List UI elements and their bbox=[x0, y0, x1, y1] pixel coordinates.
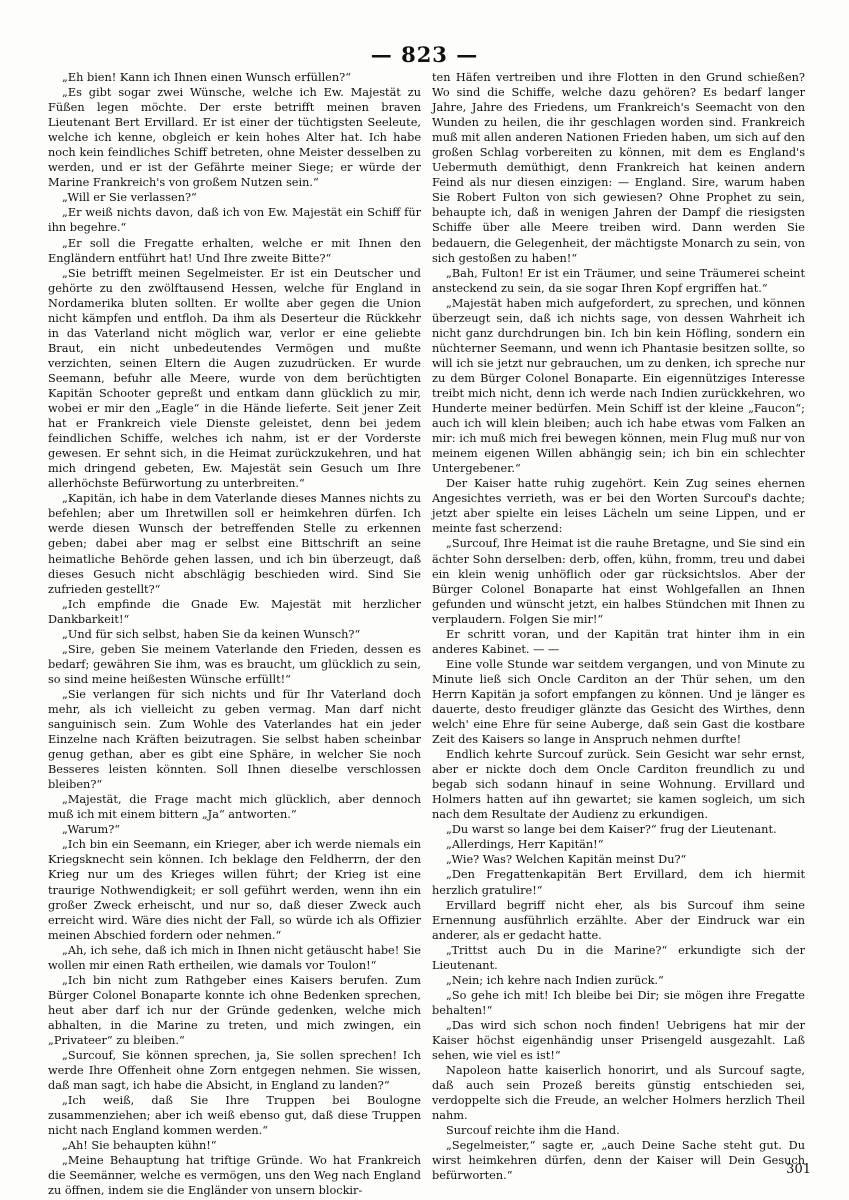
paragraph: „Und für sich selbst, haben Sie da keinen Wunsch?“ bbox=[62, 627, 361, 641]
paragraph-continued: ten Häfen vertreiben und ihre Flotten in den Grund schießen? Wo sind die Schiffe, welche dazu gehören? Es bedarf langer Jahre, Jahre des Friedens, um Frankreich's Seemacht von den Wunden zu heilen, die ihr geschlagen worden sind. Frankreich muß mit allen anderen Nationen Frieden haben, um sich auf den großen Schlag vorbereiten zu können, mit dem es England's Uebermuth demüthigt, denn Frankreich hat keinen andern Feind als nur diesen einzigen: — England. Sire, warum haben Sie Robert Fulton von sich gewiesen? Ohne Prophet zu sein, behaupte ich, daß in wenigen Jahren der Dampf die riesigsten Schiffe über alle Meere treiben wird. Dann werden Sie bedauern, die Gelegenheit, der mächtigste Monarch zu sein, von sich gestoßen zu haben!“ bbox=[432, 71, 805, 265]
paragraph: „So gehe ich mit! Ich bleibe bei Dir; sie mögen ihre Fregatte behalten!“ bbox=[432, 988, 805, 1017]
paragraph: „Kapitän, ich habe in dem Vaterlande dieses Mannes nichts zu befehlen; aber um Ihretwillen soll er heimkehren dürfen. Ich werde diesen Wunsch der betreffenden Stelle zu erkennen geben; dabei aber mag er selbst eine Bittschrift an seine heimatliche Behörde gehen lassen, und ich bin überzeugt, daß dieses Gesuch nicht abschlägig beschieden wird. Sind Sie zufrieden gestellt?“ bbox=[48, 492, 421, 596]
paragraph: „Meine Behauptung hat triftige Gründe. Wo hat Frankreich die Seemänner, welche es vermögen, uns den Weg nach England zu öffnen, indem sie die Engländer von unsern blockir- bbox=[48, 1154, 421, 1198]
paragraph: „Wie? Was? Welchen Kapitän meinst Du?“ bbox=[446, 853, 687, 867]
paragraph: Endlich kehrte Surcouf zurück. Sein Gesicht war sehr ernst, aber er nickte doch dem Oncle Carditon freundlich zu und begab sich sodann hinauf in seine Wohnung. Ervillard und Holmers hatten auf ihn gewartet; sie kamen sogleich, um sich nach dem Resultate der Audienz zu erkundigen. bbox=[432, 748, 805, 822]
paragraph: „Den Fregattenkapitän Bert Ervillard, dem ich hiermit herzlich gratulire!“ bbox=[432, 868, 805, 897]
paragraph: „Ah! Sie behaupten kühn!“ bbox=[62, 1139, 217, 1153]
paragraph: Napoleon hatte kaiserlich honorirt, und als Surcouf sagte, daß auch sein Prozeß bereits günstig entschieden sei, verdoppelte sich die Freude, an welcher Holmers herzlich Theil nahm. bbox=[432, 1064, 805, 1123]
paragraph: „Bah, Fulton! Er ist ein Träumer, und seine Träumerei scheint ansteckend zu sein, da sie sogar Ihren Kopf ergriffen hat.“ bbox=[432, 266, 805, 295]
paragraph: „Sire, geben Sie meinem Vaterlande den Frieden, dessen es bedarf; gewähren Sie ihm, was es braucht, um glücklich zu sein, so sind meine heißesten Wünsche erfüllt!“ bbox=[48, 642, 421, 686]
right-text-column bbox=[432, 70, 805, 1183]
paragraph: „Will er Sie verlassen?“ bbox=[62, 191, 197, 205]
paragraph: „Segelmeister,“ sagte er, „auch Deine Sache steht gut. Du wirst heimkehren dürfen, denn der Kaiser will Dein Gesuch befürworten.“ bbox=[432, 1139, 805, 1183]
paragraph: „Das wird sich schon noch finden! Uebrigens hat mir der Kaiser höchst eigenhändig unser Prisengeld ausgezahlt. Laß sehen, wie viel es ist!“ bbox=[432, 1018, 805, 1063]
paragraph: „Allerdings, Herr Kapitän!“ bbox=[446, 838, 604, 852]
paragraph: „Er weiß nichts davon, daß ich von Ew. Majestät ein Schiff für ihn begehre.“ bbox=[48, 206, 421, 235]
paragraph: „Eh bien! Kann ich Ihnen einen Wunsch erfüllen?“ bbox=[62, 71, 351, 84]
paragraph: „Surcouf, Sie können sprechen, ja, Sie sollen sprechen! Ich werde Ihre Offenheit ohne Zorn entgegen nehmen. Sie wissen, daß man sagt, ich habe die Absicht, in England zu landen?“ bbox=[48, 1049, 421, 1093]
paragraph: „Er soll die Fregatte erhalten, welche er mit Ihnen den Engländern entführt hat! Und Ihre zweite Bitte?“ bbox=[48, 236, 421, 265]
paragraph: „Majestät haben mich aufgefordert, zu sprechen, und können überzeugt sein, daß ich nichts sage, von dessen Wahrheit ich nicht ganz durchdrungen bin. Ich bin kein Höfling, sondern ein nüchterner Seemann, und wenn ich Phantasie besitzen sollte, so will ich sie jetzt nur gebrauchen, um zu denken, ich spreche nur zu dem Bürger Colonel Bonaparte. Ein eigennütziges Interesse treibt mich nicht, denn ich werde nach Indien zurückkehren, wo Hunderte meiner bedürfen. Mein Schiff ist der kleine „Faucon“; auch ich will klein bleiben; auch ich habe etwas vom Falken an mir: ich muß mich frei bewegen können, mein Flug muß nur von meinem eigenen Willen abhängig sein; ich bin ein schlechter Untergebener.“ bbox=[432, 296, 805, 476]
paragraph: Er schritt voran, und der Kapitän trat hinter ihm in ein anderes Kabinet. — — bbox=[432, 627, 805, 656]
paragraph: „Warum?“ bbox=[62, 823, 121, 837]
paragraph: „Sie verlangen für sich nichts und für Ihr Vaterland doch mehr, als ich vielleicht zu geben vermag. Man darf nicht sanguinisch sein. Zum Wohle des Vaterlandes hat ein jeder Einzelne nach Kräften beizutragen. Sie selbst haben scheinbar genug gethan, aber es gibt eine Sphäre, in welcher Sie noch Besseres leisten könnten. Soll Ihnen dieselbe verschlossen bleiben?“ bbox=[48, 687, 421, 792]
page-header-number: — 823 — bbox=[370, 42, 479, 67]
paragraph: Eine volle Stunde war seitdem vergangen, und von Minute zu Minute ließ sich Oncle Carditon an der Thür sehen, um den Herrn Kapitän ja sofort empfangen zu können. Und je länger es dauerte, desto freudiger glänzte das Gesicht des Wirthes, denn welch' eine Ehre für seine Auberge, daß sein Gast die kostbare Zeit des Kaisers so lange in Anspruch nehmen durfte! bbox=[432, 657, 805, 747]
paragraph: Der Kaiser hatte ruhig zugehört. Kein Zug seines ehernen Angesichtes verrieth, was er bei den Worten Surcouf's dachte; jetzt aber spielte ein leises Lächeln um seine Lippen, und er meinte fast scherzend: bbox=[432, 477, 805, 536]
paragraph: „Ich bin nicht zum Rathgeber eines Kaisers berufen. Zum Bürger Colonel Bonaparte konnte ich ohne Bedenken sprechen, heut aber darf ich nur der Gründe gedenken, welche mich abhalten, in die Marine zu treten, und mich zwingen, ein „Privateer“ zu bleiben.“ bbox=[48, 973, 421, 1047]
paragraph: „Surcouf, Ihre Heimat ist die rauhe Bretagne, und Sie sind ein ächter Sohn derselben: derb, offen, kühn, fromm, treu und dabei ein klein wenig unhöflich oder gar rücksichtslos. Aber der Bürger Colonel Bonaparte hat einst Wohlgefallen an Ihnen gefunden und wünscht jetzt, ein halbes Stündchen mit Ihnen zu verplaudern. Folgen Sie mir!“ bbox=[432, 537, 805, 626]
paragraph: Surcouf reichte ihm die Hand. bbox=[446, 1124, 620, 1138]
paragraph: „Ich weiß, daß Sie Ihre Truppen bei Boulogne zusammenziehen; aber ich weiß ebenso gut, daß diese Truppen nicht nach England kommen werden.“ bbox=[48, 1094, 421, 1138]
paragraph: „Du warst so lange bei dem Kaiser?“ frug der Lieutenant. bbox=[446, 823, 777, 837]
paragraph: „Ich bin ein Seemann, ein Krieger, aber ich werde niemals ein Kriegsknecht sein können. Ich beklage den Feldherrn, der den Krieg nur um des Krieges willen führt; der Krieg ist eine traurige Nothwendigkeit; er soll geführt werden, wenn ihn ein großer Zweck erheischt, und nur so, daß dieser Zweck auch erreicht wird. Wäre dies nicht der Fall, so würde ich als Offizier meinen Abschied fordern oder nehmen.“ bbox=[48, 838, 421, 942]
paragraph: „Majestät, die Frage macht mich glücklich, aber dennoch muß ich mit einem bittern „Ja“ antworten.“ bbox=[48, 793, 421, 822]
paragraph: „Ah, ich sehe, daß ich mich in Ihnen nicht getäuscht habe! Sie wollen mir einen Rath ertheilen, wie damals vor Toulon!“ bbox=[48, 943, 421, 972]
paragraph: „Sie betrifft meinen Segelmeister. Er ist ein Deutscher und gehörte zu den zwölftausend Hessen, welche für England in Nordamerika bluten sollten. Er wollte aber gegen die Union nicht kämpfen und entfloh. Da ihm als Deserteur die Rückkehr in das Vaterland nicht möglich war, verlor er eine geliebte Braut, ein nicht unbedeutendes Vermögen und mußte verzichten, seinen Eltern die Augen zuzudrücken. Er wurde Seemann, befuhr alle Meere, wurde von dem berüchtigten Kapitän Schooter gepreßt und entkam dann glücklich zu mir, wobei er mir den „Eagle“ in die Hände lieferte. Seit jener Zeit hat er Frankreich viele Dienste geleistet, denn bei jedem feindlichen Schiffe, welches ich nahm, ist er der Vorderste gewesen. Er sehnt sich, in die Heimat zurückzukehren, und hat mich dringend gebeten, Ew. Majestät sein Gesuch um Ihre allerhöchste Befürwortung zu unterbreiten.“ bbox=[48, 266, 421, 491]
paragraph: „Es gibt sogar zwei Wünsche, welche ich Ew. Majestät zu Füßen legen möchte. Der erste betrifft meinen braven Lieutenant Bert Ervillard. Er ist einer der tüchtigsten Seeleute, welche ich kenne, obgleich er kein hohes Alter hat. Ich habe noch kein feindliches Schiff betreten, ohne Meister desselben zu werden, und er ist der Gefährte meiner Siege; er würde der Marine Frankreich's von großem Nutzen sein.“ bbox=[48, 86, 421, 190]
paragraph: „Trittst auch Du in die Marine?“ erkundigte sich der Lieutenant. bbox=[432, 943, 805, 972]
paragraph: „Ich empfinde die Gnade Ew. Majestät mit herzlicher Dankbarkeit!“ bbox=[48, 597, 421, 626]
paragraph: Ervillard begriff nicht eher, als bis Surcouf ihm seine Ernennung ausführlich erzählte. Aber der Eindruck war ein anderer, als er gedacht hatte. bbox=[432, 898, 805, 942]
footer-page-number: 301 bbox=[786, 1162, 811, 1177]
paragraph: „Nein; ich kehre nach Indien zurück.“ bbox=[446, 973, 664, 987]
left-text-column bbox=[48, 70, 421, 1199]
